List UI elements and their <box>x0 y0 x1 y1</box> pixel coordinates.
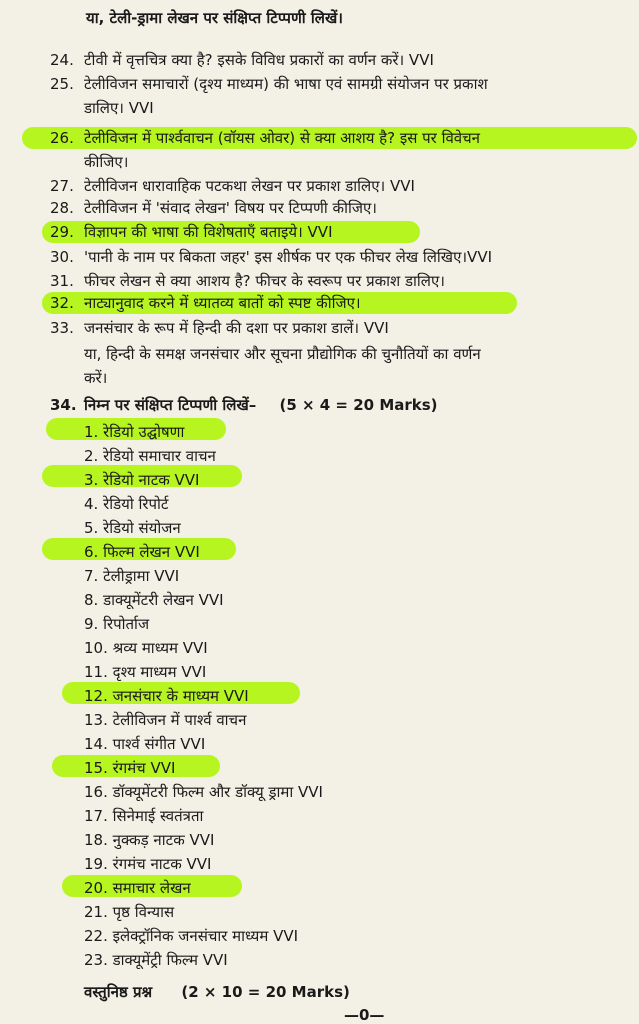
list-item: 13. टेलीविजन में पार्श्व वाचन <box>84 711 247 729</box>
list-item: 8. डाक्यूमेंटरी लेखन VVI <box>84 591 224 609</box>
list-item: 18. नुक्कड़ नाटक VVI <box>84 831 215 849</box>
question-25: 25. टेलीविजन समाचारों (दृश्य माध्यम) की भाषा एवं सामग्री संयोजन पर प्रकाश <box>50 75 488 93</box>
list-item: 2. रेडियो समाचार वाचन <box>84 447 216 465</box>
question-33-alt: या, हिन्दी के समक्ष जनसंचार और सूचना प्रौद्योगिक की चुनौतियों का वर्णन <box>84 345 481 363</box>
question-26: 26. टेलीविजन में पार्श्ववाचन (वॉयस ओवर) से क्या आशय है? इस पर विवेचन <box>50 129 480 147</box>
list-item: 21. पृष्ठ विन्यास <box>84 903 175 921</box>
question-33: 33. जनसंचार के रूप में हिन्दी की दशा पर प्रकाश डालें। VVI <box>50 319 389 337</box>
page-footer: —0— <box>344 1006 385 1024</box>
question-28: 28. टेलीविजन में 'संवाद लेखन' विषय पर टिप्पणी कीजिए। <box>50 199 377 217</box>
list-item: 10. श्रव्य माध्यम VVI <box>84 639 208 657</box>
list-item: 5. रेडियो संयोजन <box>84 519 181 537</box>
question-33-alt-cont: करें। <box>84 369 108 387</box>
question-32: 32. नाट्यानुवाद करने में ध्यातव्य बातों को स्पष्ट कीजिए। <box>50 294 361 312</box>
question-24: 24. टीवी में वृत्तचित्र क्या है? इसके विविध प्रकारों का वर्णन करें। VVI <box>50 51 434 69</box>
list-item: 22. इलेक्ट्रॉनिक जनसंचार माध्यम VVI <box>84 927 299 945</box>
list-item: 12. जनसंचार के माध्यम VVI <box>84 687 249 705</box>
objective-heading: वस्तुनिष्ठ प्रश्न (2 × 10 = 20 Marks) <box>84 983 350 1001</box>
line-0: या, टेली-ड्रामा लेखन पर संक्षिप्त टिप्पणी लिखें। <box>86 9 343 27</box>
question-27: 27. टेलीविजन धारावाहिक पटकथा लेखन पर प्रकाश डालिए। VVI <box>50 177 415 195</box>
list-item: 4. रेडियो रिपोर्ट <box>84 495 169 513</box>
list-item: 23. डाक्यूमेंट्री फिल्म VVI <box>84 951 228 969</box>
question-26-cont: कीजिए। <box>84 153 129 171</box>
list-item: 17. सिनेमाई स्वतंत्रता <box>84 807 204 825</box>
list-item: 7. टेलीड्रामा VVI <box>84 567 180 585</box>
question-34: 34. निम्न पर संक्षिप्त टिप्पणी लिखें– (5 × 4 = 20 Marks) <box>50 396 438 414</box>
list-item: 20. समाचार लेखन <box>84 879 191 897</box>
list-item: 1. रेडियो उद्घोषणा <box>84 423 185 441</box>
list-item: 11. दृश्य माध्यम VVI <box>84 663 207 681</box>
question-29: 29. विज्ञापन की भाषा की विशेषताएँ बताइये। VVI <box>50 223 333 241</box>
list-item: 15. रंगमंच VVI <box>84 759 176 777</box>
list-item: 19. रंगमंच नाटक VVI <box>84 855 212 873</box>
list-item: 14. पार्श्व संगीत VVI <box>84 735 206 753</box>
list-item: 9. रिपोर्ताज <box>84 615 150 633</box>
question-31: 31. फीचर लेखन से क्या आशय है? फीचर के स्वरूप पर प्रकाश डालिए। <box>50 272 445 290</box>
list-item: 6. फिल्म लेखन VVI <box>84 543 200 561</box>
question-25-cont: डालिए। VVI <box>84 99 154 117</box>
list-item: 3. रेडियो नाटक VVI <box>84 471 200 489</box>
list-item: 16. डॉक्यूमेंटरी फिल्म और डॉक्यू ड्रामा VVI <box>84 783 323 801</box>
question-30: 30. 'पानी के नाम पर बिकता जहर' इस शीर्षक पर एक फीचर लेख लिखिए।VVI <box>50 248 493 266</box>
